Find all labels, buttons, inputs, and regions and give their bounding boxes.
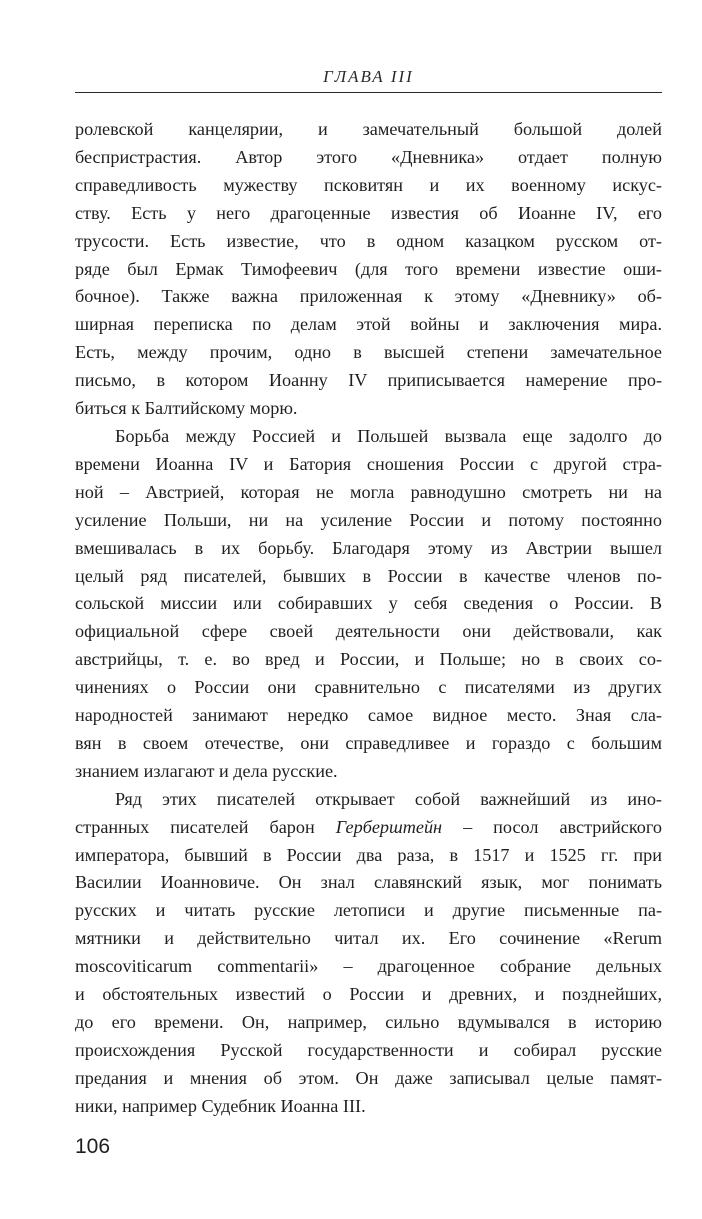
text-line: вмешивалась в их борьбу. Благодаря этому из Австрии вышел [75,537,662,558]
text-line: Борьба между Россией и Польшей вызвала еще задолго до [115,425,662,446]
text-line: императора, бывший в России два раза, в 1517 и 1525 гг. при [75,844,662,865]
italic-name: Герберштейн [335,816,443,837]
text-line: официальной сфере своей деятельности они действовали, как [75,621,662,642]
running-header [75,64,662,93]
text-line: Есть, между прочим, одно в высшей степени замечательное [75,342,662,363]
text-line: мятники и действительно читал их. Его сочинение «Rerum [75,928,662,949]
chapter-title: ГЛАВА III [323,67,414,86]
text-line: целый ряд писателей, бывших в России в качестве членов по- [75,565,662,586]
text-line: австрийцы, т. е. во вред и России, и Польше; но в своих со- [75,649,662,670]
text-line: бочное). Также важна приложенная к этому «Дневнику» об- [75,286,662,307]
text-line: времени Иоанна IV и Батория сношения России с другой стра- [75,453,662,474]
text-line: усиление Польши, ни на усиление России и потому постоянно [75,509,662,530]
text-line: вян в своем отечестве, они справедливее и гораздо с большим [75,732,662,753]
text-line: чинениях о России они сравнительно с писателями из других [75,677,662,698]
text-line: народностей занимают нередко самое видное место. Зная сла- [75,705,662,726]
text-line: и обстоятельных известий о России и древних, и позднейших, [75,984,662,1005]
text-line: ролевской канцелярии, и замечательный большой долей [75,119,662,139]
paragraph-2 [75,423,662,786]
text-line: Василии Иоанновиче. Он знал славянский язык, мог понимать [75,872,662,893]
text-line: Ряд этих писателей открывает собой важнейший из ино- [115,788,662,809]
paragraph-1 [75,116,662,423]
paragraph-3 [75,786,662,1121]
text-line: ники, например Судебник Иоанна III. [75,1095,366,1116]
text-line: предания и мнения об этом. Он даже записывал целые памят- [75,1067,662,1088]
text-line-with-italic: странных писателей барон Герберштейн – посол австрийского [75,816,662,837]
text-line: справедливость мужеству псковитян и их военному искус- [75,174,662,195]
text-line: трусости. Есть известие, что в одном казацком русском от- [75,230,662,251]
text-line: до его времени. Он, например, сильно вдумывался в историю [75,1012,662,1032]
text-line: русских и читать русские летописи и другие письменные па- [75,900,662,921]
text-line: происхождения Русской государственности и собирал русские [75,1039,662,1060]
text-line: moscoviticarum commentarii» – драгоценное собрание дельных [75,956,662,977]
text-line: сольской миссии или собиравших у себя сведения о России. В [75,593,662,614]
text-line: письмо, в котором Иоанну IV приписывается намерение про- [75,370,662,391]
text-line: ряде был Ермак Тимофеевич (для того времени известие оши- [75,258,662,279]
text-line: ству. Есть у него драгоценные известия об Иоанне IV, его [75,202,662,223]
page-number: 106 [75,1135,111,1158]
text-line: беспристрастия. Автор этого «Дневника» отдает полную [75,146,662,167]
text-line: биться к Балтийскому морю. [75,398,298,419]
body-text [75,116,662,1121]
text-line: ной – Австрией, которая не могла равнодушно смотреть ни на [75,481,662,502]
text-line: ширная переписка по делам этой войны и заключения мира. [75,314,662,335]
text-line: знанием излагают и дела русские. [75,760,338,781]
